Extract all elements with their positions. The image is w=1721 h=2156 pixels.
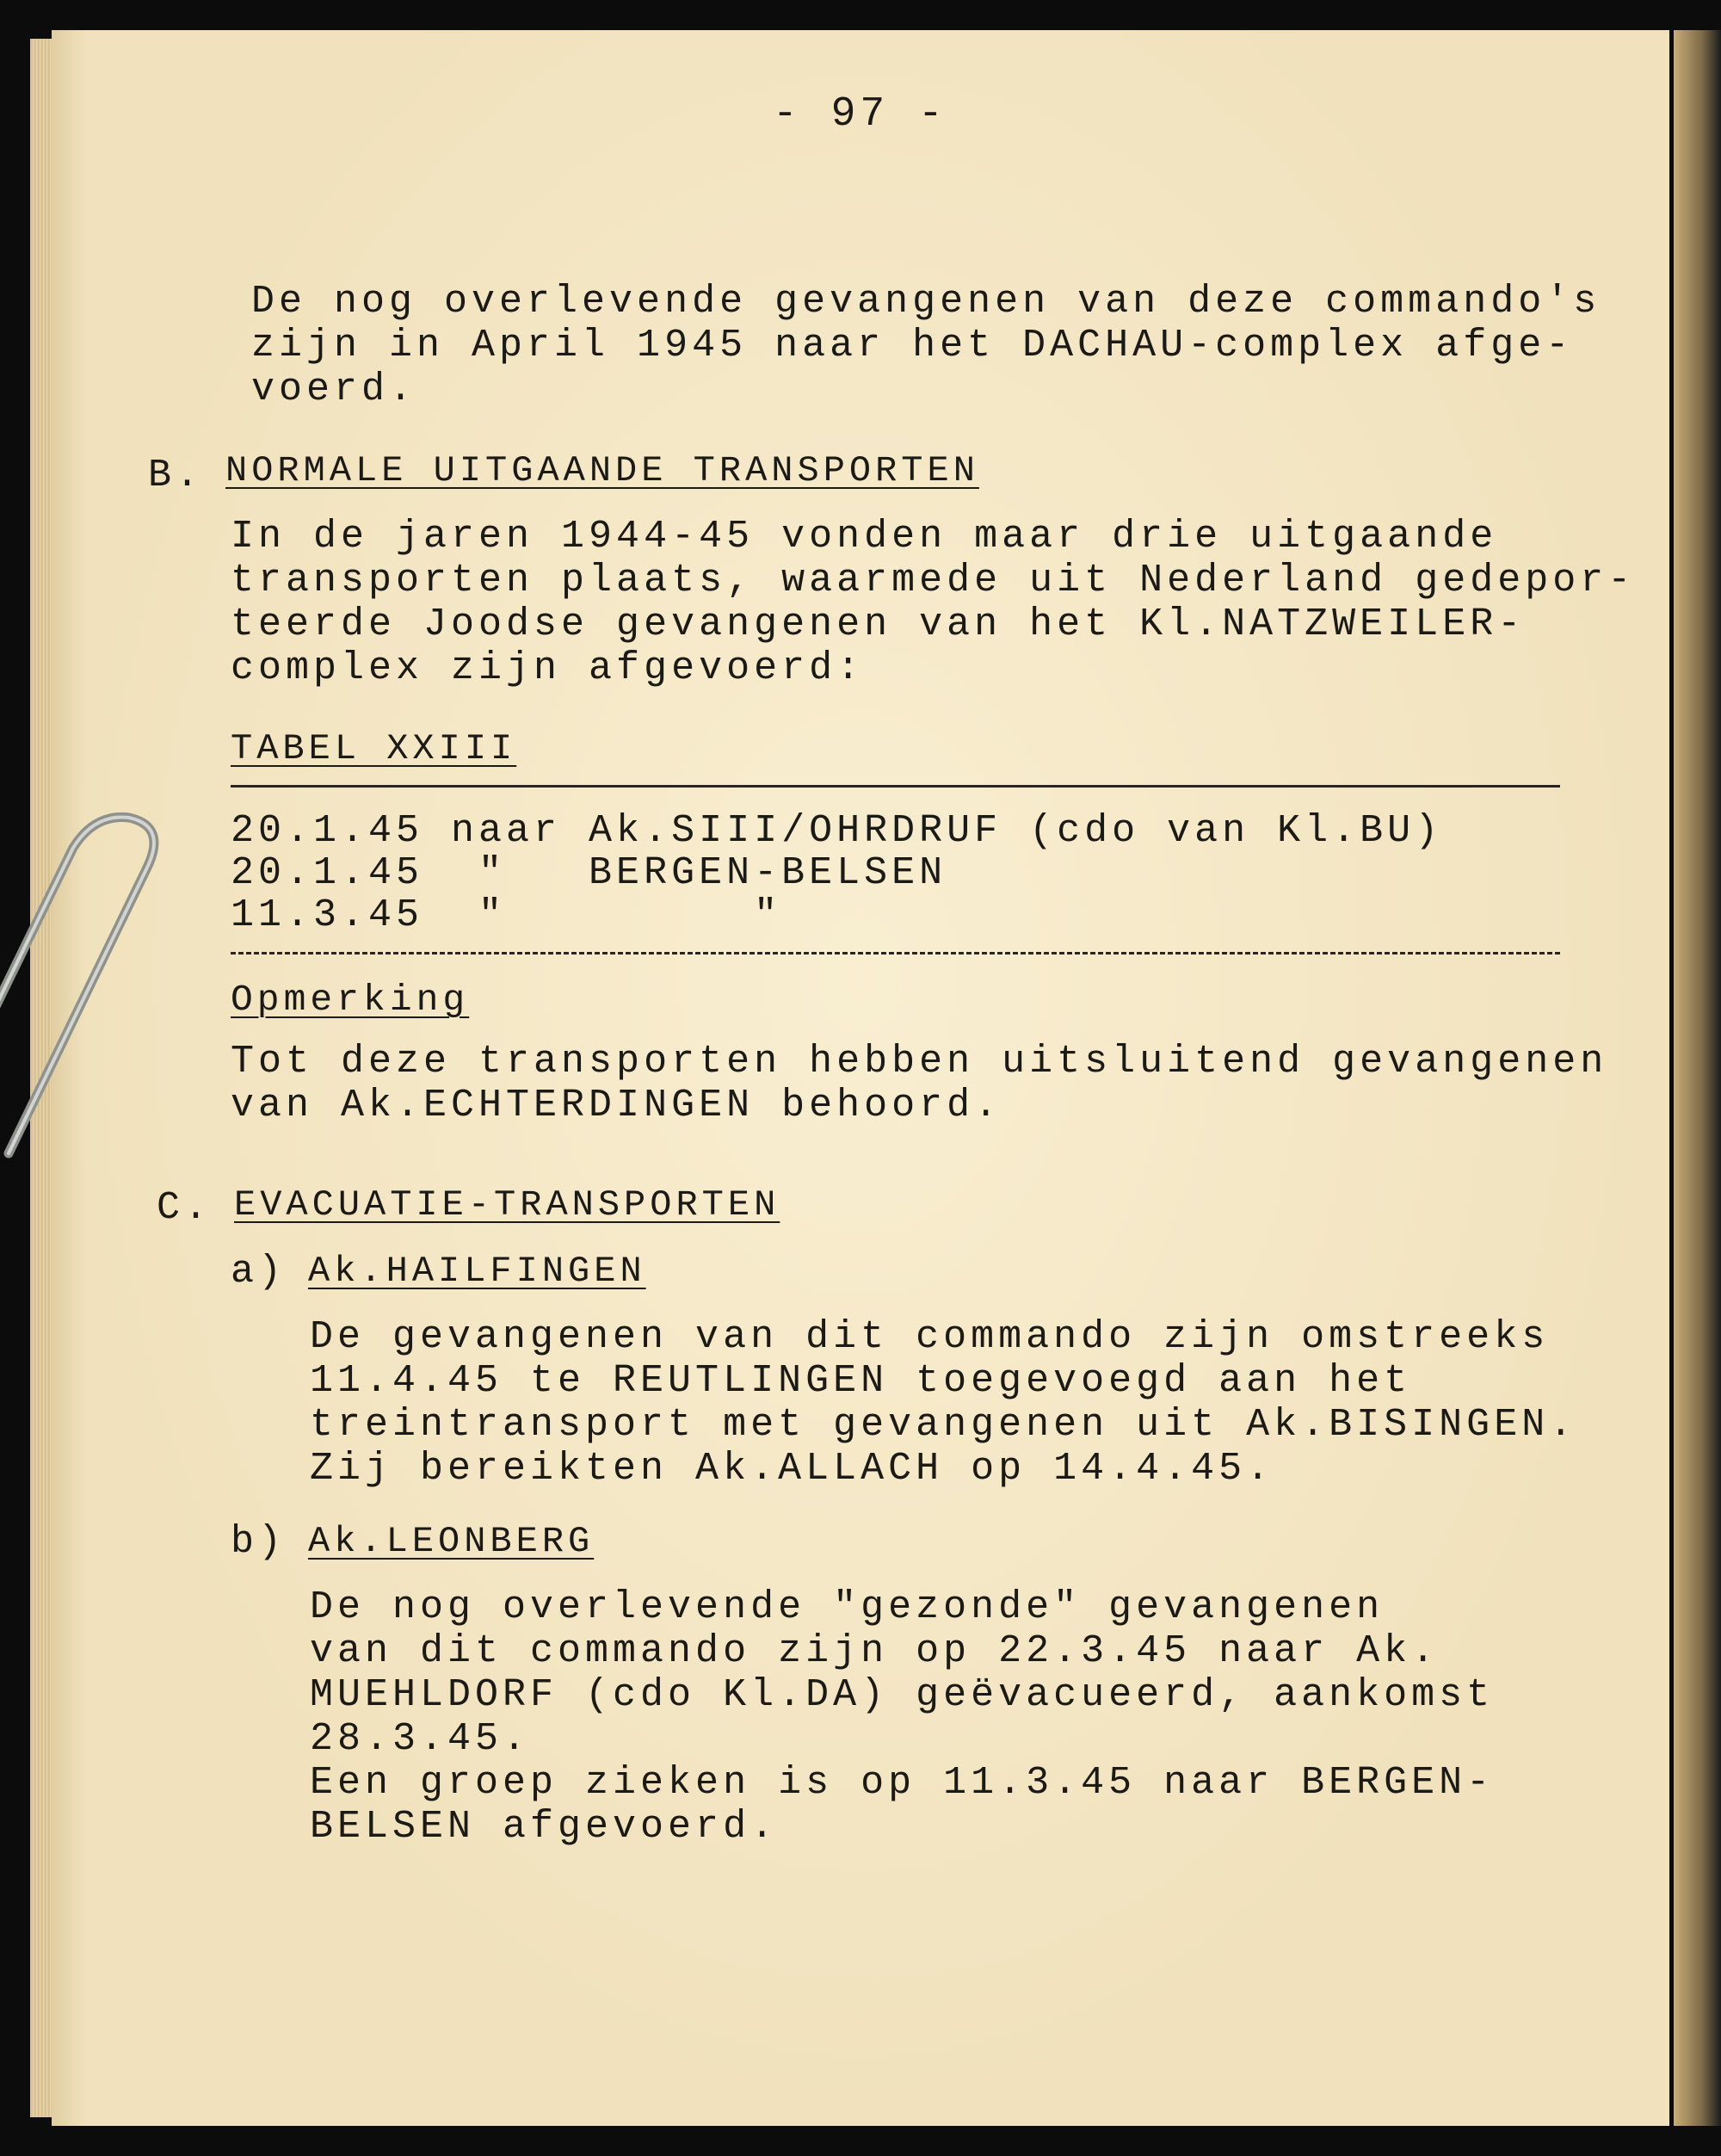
- table-row-3: 11.3.45 " ": [231, 893, 782, 937]
- item-b-line-6: BELSEN afgevoerd.: [310, 1805, 779, 1849]
- item-b-line-1: De nog overlevende "gezonde" gevangenen: [310, 1585, 1385, 1629]
- section-c-letter: C.: [157, 1186, 213, 1230]
- item-a-line-2: 11.4.45 te REUTLINGEN toegevoegd aan het: [310, 1359, 1412, 1403]
- intro-line-3: voerd.: [251, 368, 417, 411]
- item-b-title: Ak.LEONBERG: [308, 1521, 595, 1562]
- section-b-line-4: complex zijn afgevoerd:: [231, 646, 865, 690]
- section-b-letter: B.: [148, 454, 204, 497]
- book-gutter: [1674, 30, 1721, 2126]
- table-bottom-rule: [231, 952, 1560, 954]
- item-b-line-5: Een groep zieken is op 11.3.45 naar BERGEN-: [310, 1761, 1495, 1805]
- note-line-1: Tot deze transporten hebben uitsluitend gevangenen: [231, 1040, 1608, 1084]
- table-label: TABEL XXIII: [231, 728, 517, 769]
- table-row-2: 20.1.45 " BERGEN-BELSEN: [231, 851, 947, 895]
- item-a-marker: a): [231, 1250, 287, 1294]
- page-number: - 97 -: [773, 91, 947, 138]
- item-a-line-1: De gevangenen van dit commando zijn omstreeks: [310, 1315, 1550, 1359]
- item-a-line-4: Zij bereikten Ak.ALLACH op 14.4.45.: [310, 1447, 1274, 1491]
- section-c-heading: EVACUATIE-TRANSPORTEN: [234, 1184, 780, 1226]
- item-a-title: Ak.HAILFINGEN: [308, 1251, 646, 1292]
- item-b-line-4: 28.3.45.: [310, 1717, 531, 1761]
- item-b-marker: b): [231, 1520, 287, 1564]
- intro-line-2: zijn in April 1945 naar het DACHAU-complex afge-: [251, 324, 1574, 368]
- item-b-line-3: MUEHLDORF (cdo Kl.DA) geëvacueerd, aankomst: [310, 1673, 1495, 1717]
- section-b-heading: NORMALE UITGAANDE TRANSPORTEN: [225, 450, 979, 491]
- item-b-line-2: van dit commando zijn op 22.3.45 naar Ak.: [310, 1629, 1440, 1673]
- section-b-line-2: transporten plaats, waarmede uit Nederland gedepor-: [231, 559, 1636, 602]
- note-label: Opmerking: [231, 979, 470, 1021]
- section-b-line-3: teerde Joodse gevangenen van het Kl.NATZWEILER-: [231, 602, 1526, 646]
- note-line-2: van Ak.ECHTERDINGEN behoord.: [231, 1084, 1002, 1127]
- intro-line-1: De nog overlevende gevangenen van deze commando's: [251, 280, 1601, 324]
- section-b-line-1: In de jaren 1944-45 vonden maar drie uitgaande: [231, 515, 1498, 559]
- table-top-rule: [231, 785, 1560, 788]
- table-row-1: 20.1.45 naar Ak.SIII/OHRDRUF (cdo van Kl.BU): [231, 809, 1443, 853]
- item-a-line-3: treintransport met gevangenen uit Ak.BISINGEN.: [310, 1403, 1577, 1447]
